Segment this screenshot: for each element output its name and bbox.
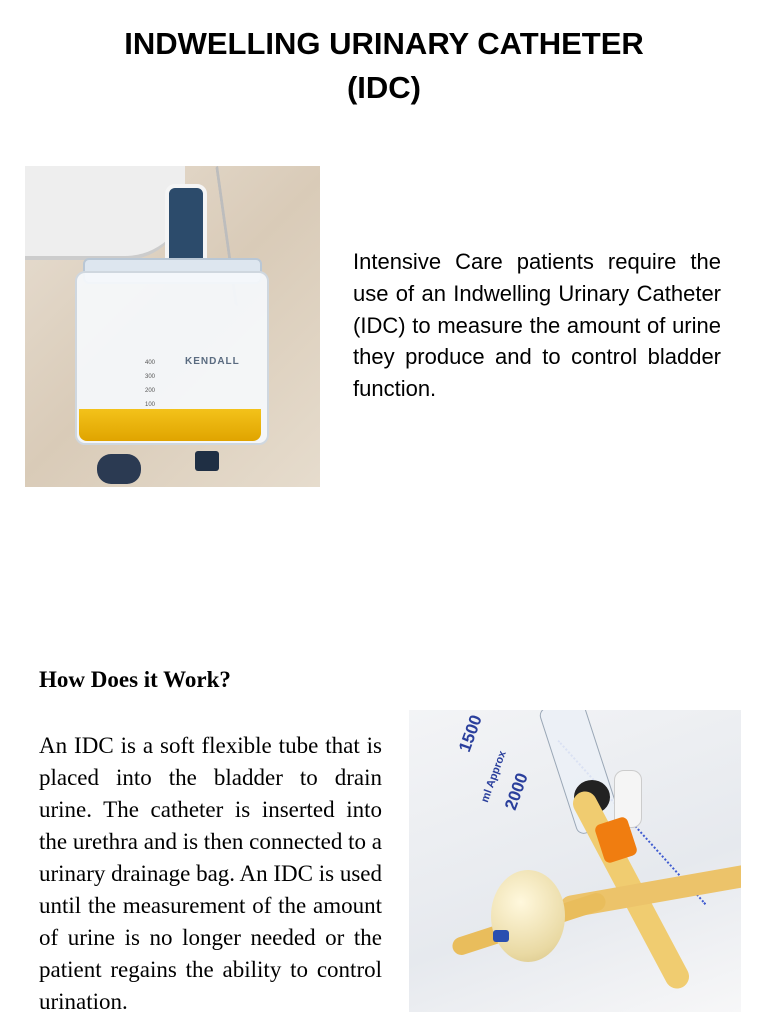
bag-brand-label: KENDALL: [185, 356, 240, 367]
drain-valve-shape: [97, 454, 141, 484]
bag-label-2000: 2000: [501, 770, 532, 813]
drainage-bag-photo: [25, 166, 320, 487]
clamp-shape: [195, 451, 219, 471]
catheter-tip-shape: [493, 930, 509, 942]
chamber-scale: 400 300 200 100: [145, 360, 156, 408]
page-title-line-1: INDWELLING URINARY CATHETER: [124, 26, 644, 61]
catheter-balloon-shape: [491, 870, 565, 962]
page-title-line-2: (IDC): [346, 70, 422, 105]
urine-level-shape: [79, 409, 261, 441]
bag-label-1500: 1500: [455, 712, 486, 755]
bed-frame-shape: [25, 166, 185, 260]
catheter-kit-photo: [409, 710, 741, 1012]
page-title: [0, 22, 768, 110]
section-body: An IDC is a soft flexible tube that is placed into the bladder to drain urine. The catheter is inserted into the urethra and is then connected to a urinary drainage bag. An IDC is used until the measurement of the amount of urine is no longer needed or the patient regains the ability to control urination.: [39, 733, 382, 1014]
intro-paragraph: Intensive Care patients require the use of an Indwelling Urinary Catheter (IDC) to measure the amount of urine they produce and to control bladder function.: [353, 249, 721, 402]
bag-label-ml-approx: ml Approx: [479, 749, 509, 805]
section-heading: How Does it Work?: [39, 667, 231, 692]
